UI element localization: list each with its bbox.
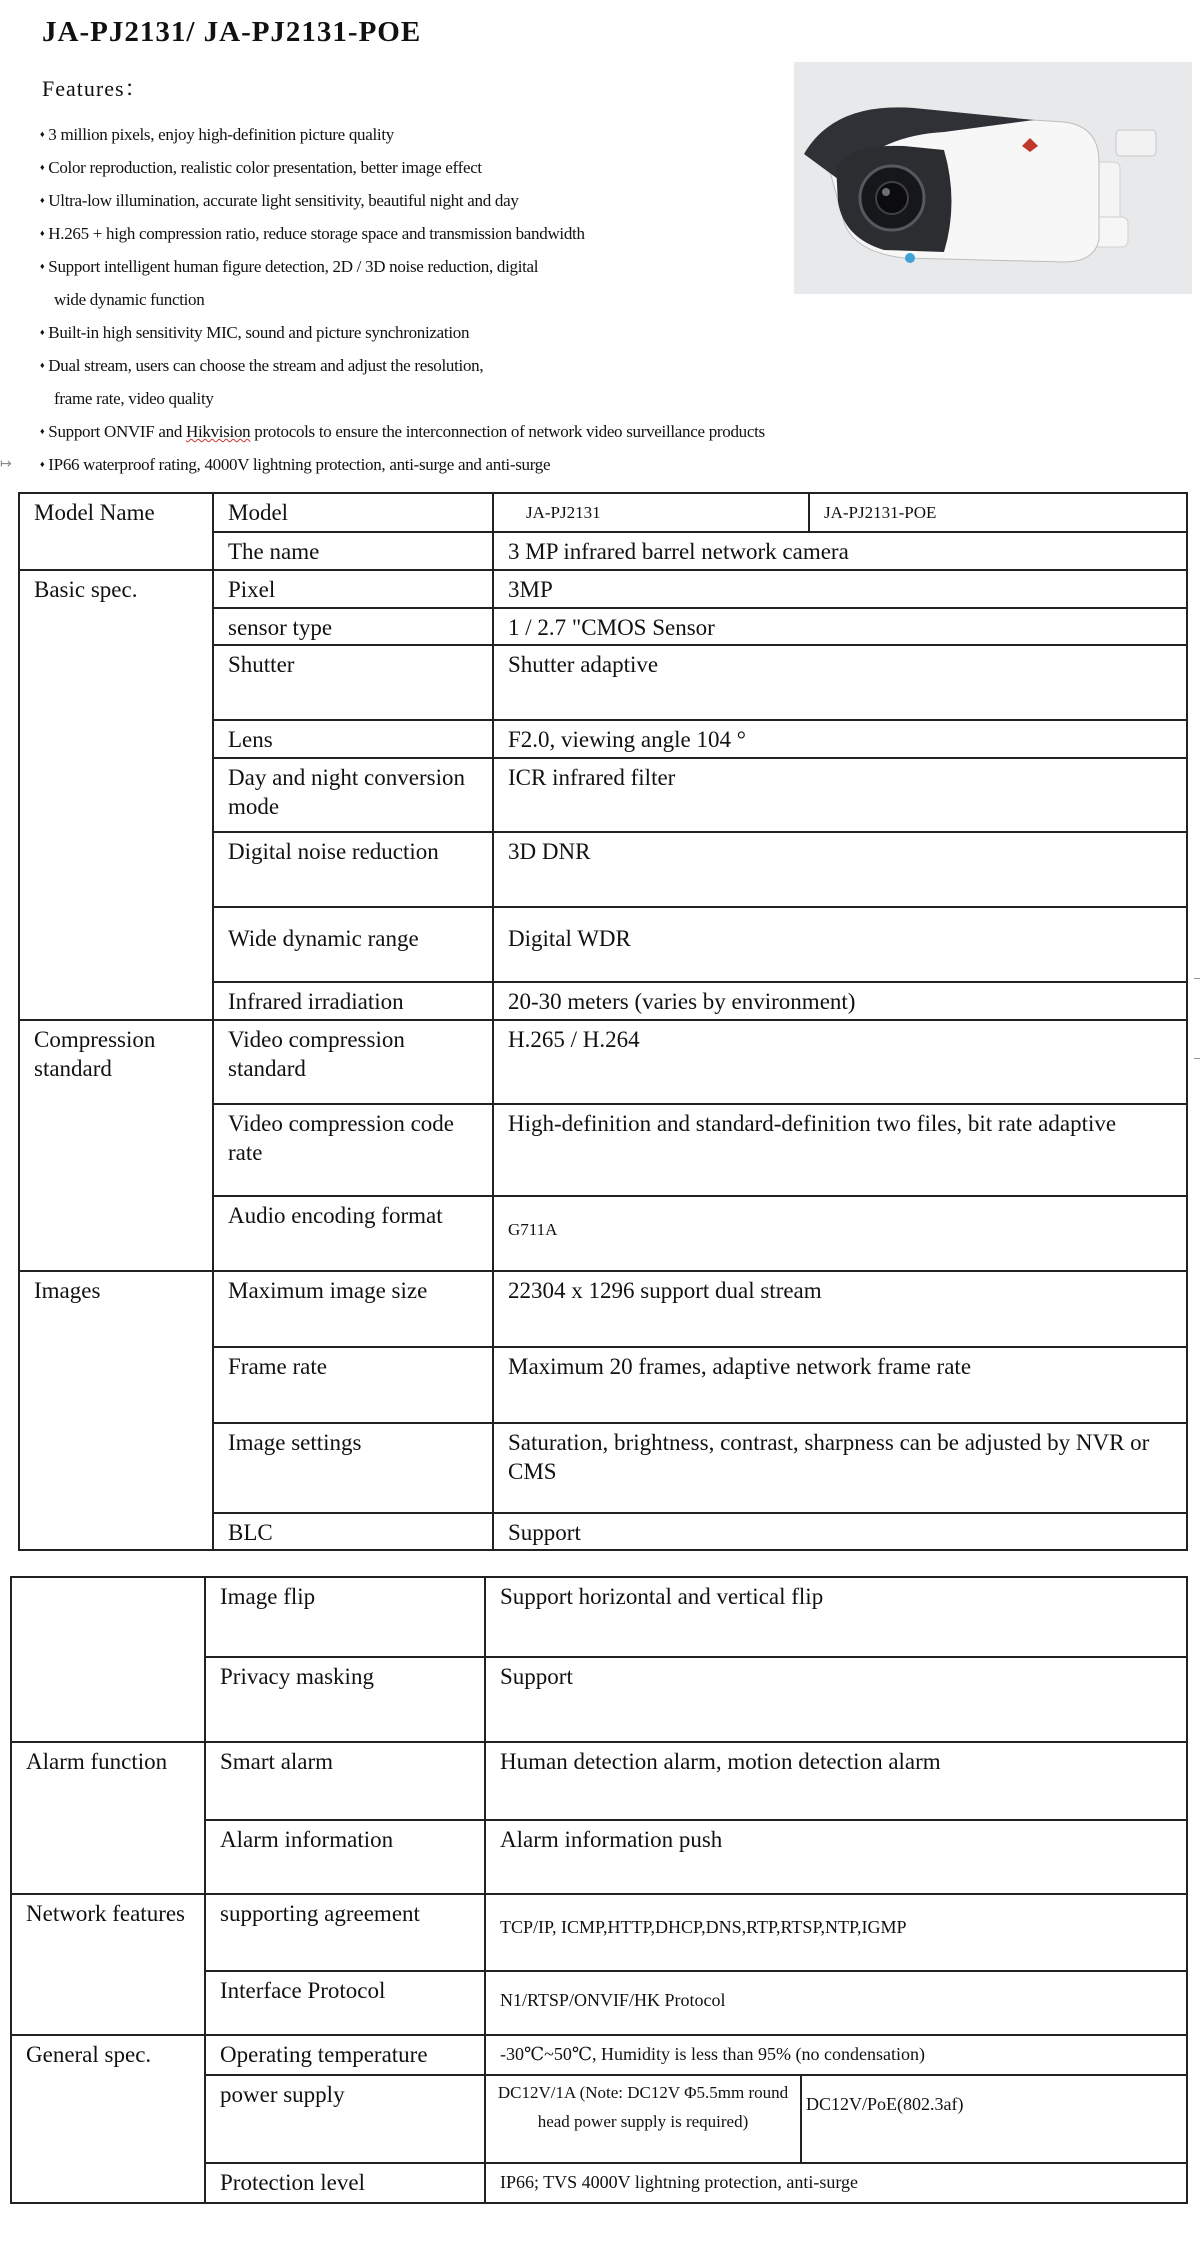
spec-label: Pixel: [213, 570, 493, 608]
spec-table-2: [10, 1576, 1188, 2204]
spec-label: Alarm information: [205, 1820, 485, 1894]
spec-label: Smart alarm: [205, 1742, 485, 1820]
spec-value: Shutter adaptive: [493, 645, 1187, 720]
spec-value: G711A: [493, 1196, 1187, 1271]
spec-value: 20-30 meters (varies by environment): [493, 982, 1187, 1020]
spec-label: Lens: [213, 720, 493, 758]
feature-item: ♦ H.265 + high compression ratio, reduce storage space and transmission bandwidth: [40, 217, 940, 250]
feature-item: ♦ Support intelligent human figure detection, 2D / 3D noise reduction, digital wide dynamic function: [40, 250, 700, 316]
spec-label: sensor type: [213, 608, 493, 645]
feature-item: ♦ Built-in high sensitivity MIC, sound and picture synchronization: [40, 316, 940, 349]
spec-label: Model: [213, 493, 493, 532]
spec-label: The name: [213, 532, 493, 570]
category-images: Images: [19, 1271, 213, 1550]
category-network: Network features: [11, 1894, 205, 2035]
spec-label: power supply: [205, 2075, 485, 2163]
spec-value: ICR infrared filter: [493, 758, 1187, 832]
spec-label: Video compression standard: [213, 1020, 493, 1104]
feature-item: ♦ IP66 waterproof rating, 4000V lightning protection, anti-surge and anti-surge: [40, 448, 940, 481]
spec-label: Day and night conversion mode: [213, 758, 493, 832]
category-compression: Compression standard: [19, 1020, 213, 1271]
spec-value: Digital WDR: [493, 907, 1187, 982]
table-row: [19, 1271, 1187, 1347]
spec-value: Support horizontal and vertical flip: [485, 1577, 1187, 1657]
spec-label: Privacy masking: [205, 1657, 485, 1742]
spec-value: Human detection alarm, motion detection alarm: [485, 1742, 1187, 1820]
table-row: [19, 570, 1187, 608]
spec-value: H.265 / H.264: [493, 1020, 1187, 1104]
spec-value: TCP/IP, ICMP,HTTP,DHCP,DNS,RTP,RTSP,NTP,IGMP: [485, 1894, 1187, 1971]
spec-table-1: [18, 492, 1188, 1551]
spec-value: 3D DNR: [493, 832, 1187, 907]
page-title: JA-PJ2131/ JA-PJ2131-POE: [42, 16, 422, 48]
spec-value: -30℃~50℃, Humidity is less than 95% (no condensation): [485, 2035, 1187, 2075]
spec-value: N1/RTSP/ONVIF/HK Protocol: [485, 1971, 1187, 2035]
feature-item: ♦ Ultra-low illumination, accurate light sensitivity, beautiful night and day: [40, 184, 940, 217]
feature-item: ♦ Support ONVIF and Hikvision protocols to ensure the interconnection of network video surveillance products: [40, 415, 940, 448]
spec-value: Support: [485, 1657, 1187, 1742]
model-value-b: JA-PJ2131-POE: [809, 493, 1187, 532]
power-value-b: DC12V/PoE(802.3af): [801, 2075, 1187, 2163]
feature-item: ♦ 3 million pixels, enjoy high-definition picture quality: [40, 118, 940, 151]
category-basic-spec: Basic spec.: [19, 570, 213, 1020]
spec-value: Support: [493, 1513, 1187, 1550]
spec-label: Video compression code rate: [213, 1104, 493, 1196]
paragraph-marker-icon: ↦: [0, 456, 12, 472]
model-value-a: JA-PJ2131: [493, 493, 809, 532]
spec-label: Operating temperature: [205, 2035, 485, 2075]
spec-value: F2.0, viewing angle 104 °: [493, 720, 1187, 758]
table-row: [19, 1020, 1187, 1104]
spec-value: Maximum 20 frames, adaptive network frame rate: [493, 1347, 1187, 1423]
spec-value: 3 MP infrared barrel network camera: [493, 532, 1187, 570]
category-general: General spec.: [11, 2035, 205, 2203]
spec-label: Wide dynamic range: [213, 907, 493, 982]
category-alarm: Alarm function: [11, 1742, 205, 1894]
spec-label: Shutter: [213, 645, 493, 720]
table-row: [11, 1577, 1187, 1657]
table-row: [11, 1742, 1187, 1820]
spec-value: High-definition and standard-definition two files, bit rate adaptive: [493, 1104, 1187, 1196]
category-model-name: Model Name: [19, 493, 213, 570]
ruler-tick: [1194, 978, 1200, 979]
power-value-a: DC12V/1A (Note: DC12V Φ5.5mm round head power supply is required): [485, 2075, 801, 2163]
table-row: [11, 1894, 1187, 1971]
spec-label: Image settings: [213, 1423, 493, 1513]
spec-label: Image flip: [205, 1577, 485, 1657]
spec-label: Audio encoding format: [213, 1196, 493, 1271]
spec-label: Frame rate: [213, 1347, 493, 1423]
spec-label: Protection level: [205, 2163, 485, 2203]
features-heading: Features：: [42, 76, 148, 101]
spec-value: 1 / 2.7 "CMOS Sensor: [493, 608, 1187, 645]
feature-item: ♦ Color reproduction, realistic color presentation, better image effect: [40, 151, 940, 184]
spec-label: Digital noise reduction: [213, 832, 493, 907]
table-row: [19, 493, 1187, 532]
feature-item: ♦ Dual stream, users can choose the stream and adjust the resolution, frame rate, video quality: [40, 349, 700, 415]
spec-label: supporting agreement: [205, 1894, 485, 1971]
table-row: [11, 2035, 1187, 2075]
features-list: [40, 118, 940, 481]
spec-value: Saturation, brightness, contrast, sharpness can be adjusted by NVR or CMS: [493, 1423, 1187, 1513]
spec-value: 22304 x 1296 support dual stream: [493, 1271, 1187, 1347]
spec-label: Interface Protocol: [205, 1971, 485, 2035]
spec-value: 3MP: [493, 570, 1187, 608]
ruler-tick: [1194, 1058, 1200, 1059]
spec-label: BLC: [213, 1513, 493, 1550]
spec-value: Alarm information push: [485, 1820, 1187, 1894]
spec-label: Infrared irradiation: [213, 982, 493, 1020]
spec-value: IP66; TVS 4000V lightning protection, anti-surge: [485, 2163, 1187, 2203]
category-empty: [11, 1577, 205, 1742]
spec-label: Maximum image size: [213, 1271, 493, 1347]
